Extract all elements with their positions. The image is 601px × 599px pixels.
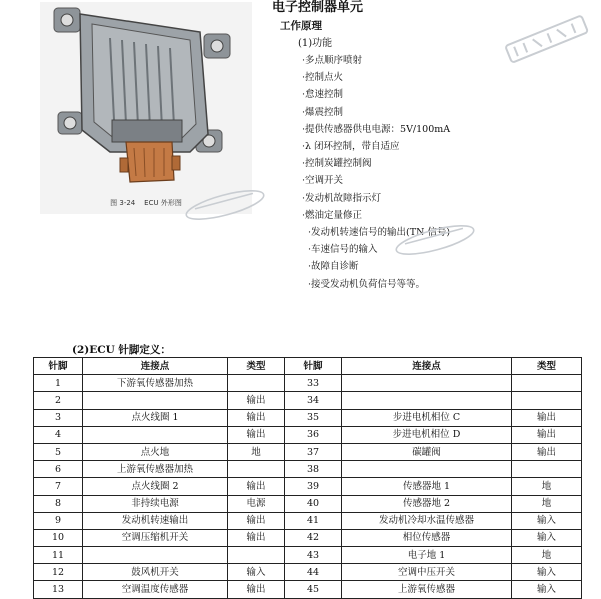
pin-cell: 9 xyxy=(34,512,83,529)
type-cell: 输出 xyxy=(228,512,285,529)
function-item: ·燃油定量修正 xyxy=(302,209,363,221)
header-type: 类型 xyxy=(512,358,582,375)
connection-cell: 点火线圈 1 xyxy=(83,409,228,426)
function-item: ·怠速控制 xyxy=(302,89,344,101)
section-subtitle: 工作原理 xyxy=(280,20,322,32)
pin-cell: 5 xyxy=(34,443,83,460)
type-cell: 输入 xyxy=(512,581,582,598)
type-cell: 输出 xyxy=(512,443,582,460)
function-item: ·爆震控制 xyxy=(302,106,344,118)
type-cell: 电源 xyxy=(228,495,285,512)
connection-cell: 上游氧传感器 xyxy=(342,581,512,598)
header-pin: 针脚 xyxy=(34,358,83,375)
pin-cell: 12 xyxy=(34,564,83,581)
pin-cell: 42 xyxy=(285,529,342,546)
type-cell xyxy=(512,461,582,478)
pin-cell: 33 xyxy=(285,375,342,392)
table-row xyxy=(34,581,582,598)
pin-cell: 41 xyxy=(285,512,342,529)
type-cell: 输出 xyxy=(228,581,285,598)
pin-cell: 4 xyxy=(34,426,83,443)
pin-cell: 43 xyxy=(285,547,342,564)
pin-cell: 11 xyxy=(34,547,83,564)
table-row xyxy=(34,392,582,409)
connection-cell: 空调压缩机开关 xyxy=(83,529,228,546)
type-cell: 输出 xyxy=(228,409,285,426)
table-row xyxy=(34,564,582,581)
header-type: 类型 xyxy=(228,358,285,375)
type-cell: 地 xyxy=(512,495,582,512)
type-cell: 地 xyxy=(512,547,582,564)
header-pin: 针脚 xyxy=(285,358,342,375)
type-cell xyxy=(228,375,285,392)
connection-cell: 步进电机相位 C xyxy=(342,409,512,426)
figure-caption xyxy=(40,198,252,208)
connection-cell: 传感器地 1 xyxy=(342,478,512,495)
sub-function-item: ·发动机转速信号的输出(TN 信号) xyxy=(308,227,451,239)
connection-cell: 下游氧传感器加热 xyxy=(83,375,228,392)
table-row xyxy=(34,495,582,512)
table-row xyxy=(34,478,582,495)
connection-cell: 传感器地 2 xyxy=(342,495,512,512)
header-connection: 连接点 xyxy=(342,358,512,375)
pin-cell: 39 xyxy=(285,478,342,495)
function-item: ·空调开关 xyxy=(302,175,344,187)
function-item: ·多点顺序喷射 xyxy=(302,55,363,66)
pin-cell: 8 xyxy=(34,495,83,512)
pin-cell: 3 xyxy=(34,409,83,426)
section-title: 电子控制器单元 xyxy=(272,0,364,15)
table-row xyxy=(34,375,582,392)
type-cell: 输入 xyxy=(512,529,582,546)
connection-cell: 空调温度传感器 xyxy=(83,581,228,598)
pin-cell: 38 xyxy=(285,461,342,478)
type-cell: 输入 xyxy=(512,564,582,581)
connection-cell: 非持续电源 xyxy=(83,495,228,512)
connection-cell: 发动机转速输出 xyxy=(83,512,228,529)
sub-function-item: ·故障自诊断 xyxy=(308,261,359,273)
pin-table xyxy=(33,357,582,599)
pin-cell: 40 xyxy=(285,495,342,512)
type-cell: 输出 xyxy=(228,426,285,443)
connection-cell: 点火线圈 2 xyxy=(83,478,228,495)
pin-cell: 2 xyxy=(34,392,83,409)
type-cell: 地 xyxy=(228,443,285,460)
function-item: ·控制点火 xyxy=(302,72,344,84)
function-item: ·控制炭罐控制阀 xyxy=(302,158,372,170)
figure-caption-text: ECU 外形图 xyxy=(144,199,182,207)
type-cell xyxy=(228,547,285,564)
type-cell xyxy=(512,392,582,409)
table-row xyxy=(34,426,582,443)
connection-cell xyxy=(342,392,512,409)
connection-cell xyxy=(342,461,512,478)
type-cell: 输出 xyxy=(512,426,582,443)
table-row xyxy=(34,461,582,478)
pin-cell: 36 xyxy=(285,426,342,443)
type-cell xyxy=(228,461,285,478)
sub-function-item: ·接受发动机负荷信号等等。 xyxy=(308,278,426,290)
connection-cell: 鼓风机开关 xyxy=(83,564,228,581)
pin-cell: 1 xyxy=(34,375,83,392)
table-header-row xyxy=(34,358,582,375)
type-cell: 输出 xyxy=(512,409,582,426)
type-cell: 输出 xyxy=(228,529,285,546)
header-connection: 连接点 xyxy=(83,358,228,375)
connection-cell xyxy=(342,375,512,392)
pin-cell: 35 xyxy=(285,409,342,426)
pin-cell: 44 xyxy=(285,564,342,581)
connection-cell xyxy=(83,426,228,443)
pin-cell: 45 xyxy=(285,581,342,598)
connection-cell: 电子地 1 xyxy=(342,547,512,564)
figure-caption-number: 图 3-24 xyxy=(110,199,136,207)
function-item: ·λ 闭环控制，带自适应 xyxy=(302,141,400,153)
type-cell: 输入 xyxy=(512,512,582,529)
connection-cell: 上游氧传感器加热 xyxy=(83,461,228,478)
function-item: ·提供传感器供电电源：5V/100mA xyxy=(302,123,451,135)
connection-cell: 步进电机相位 D xyxy=(342,426,512,443)
ecu-illustration xyxy=(40,2,252,214)
pin-cell: 37 xyxy=(285,443,342,460)
pin-cell: 6 xyxy=(34,461,83,478)
pin-cell: 10 xyxy=(34,529,83,546)
sub-function-item: ·车速信号的输入 xyxy=(308,244,378,256)
connection-cell xyxy=(83,547,228,564)
table-row xyxy=(34,547,582,564)
pin-cell: 7 xyxy=(34,478,83,495)
pin-cell: 34 xyxy=(285,392,342,409)
connection-cell: 发动机冷却水温传感器 xyxy=(342,512,512,529)
pin-cell: 13 xyxy=(34,581,83,598)
type-cell: 输出 xyxy=(228,392,285,409)
connection-cell xyxy=(83,392,228,409)
pin-definition-heading: (2)ECU 针脚定义： xyxy=(72,344,171,356)
type-cell: 输入 xyxy=(228,564,285,581)
ecu-figure xyxy=(40,2,252,214)
table-row xyxy=(34,409,582,426)
functions-heading: (1)功能 xyxy=(298,38,333,49)
table-row xyxy=(34,529,582,546)
type-cell xyxy=(512,375,582,392)
table-row xyxy=(34,443,582,460)
function-item: ·发动机故障指示灯 xyxy=(302,192,382,204)
connection-cell: 点火地 xyxy=(83,443,228,460)
connection-cell: 相位传感器 xyxy=(342,529,512,546)
ecu-description xyxy=(272,0,592,293)
type-cell: 地 xyxy=(512,478,582,495)
table-row xyxy=(34,512,582,529)
connection-cell: 空调中压开关 xyxy=(342,564,512,581)
connection-cell: 碳罐阀 xyxy=(342,443,512,460)
functions-list xyxy=(272,52,592,293)
type-cell: 输出 xyxy=(228,478,285,495)
